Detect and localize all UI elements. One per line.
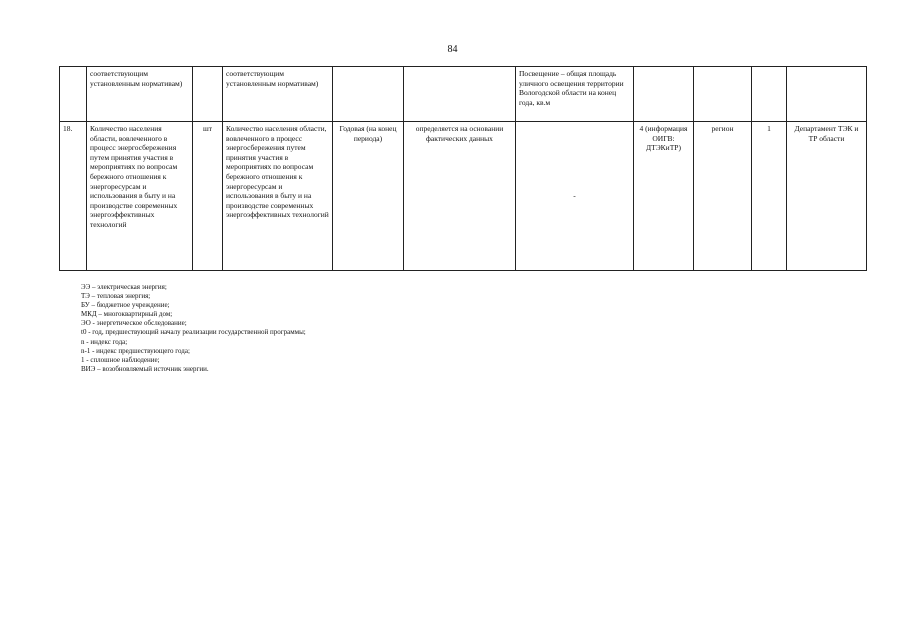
cell-col10 xyxy=(752,67,787,122)
note-line: n - индекс года; xyxy=(81,337,128,346)
cell-indicator: соответствующим установленным нормативам) xyxy=(87,67,193,122)
table-row xyxy=(60,67,867,122)
cell-source: 4 (информация ОИГВ: ДТЭКиТР) xyxy=(634,122,694,271)
note-line: ВИЭ – возобновляемый источник энергии. xyxy=(81,364,209,373)
page-number: 84 xyxy=(447,44,458,55)
cell-algorithm xyxy=(404,67,516,122)
cell-source xyxy=(634,67,694,122)
note-line: t0 - год, предшествующий началу реализации государственной программы; xyxy=(81,328,306,337)
note-line: ТЭ – тепловая энергия; xyxy=(81,292,151,301)
cell-definition: Количество населения области, вовлеченного в процесс энергосбережения путем принятия участия в мероприятиях по вопросам бережного отношения к энергоресурсам и использования в быту и на производстве современных энергоэффективных технологий xyxy=(223,122,333,271)
note-line: n-1 - индекс предшествующего года; xyxy=(81,346,190,355)
cell-number: 18. xyxy=(60,122,87,271)
cell-responsible xyxy=(787,67,867,122)
cell-calc-method: Посвещение – общая площадь уличного освещения территории Вологодской области на конец года, кв.м xyxy=(516,67,634,122)
cell-coverage: регион xyxy=(694,122,752,271)
note-line: МКД – многоквартирный дом; xyxy=(81,310,173,319)
cell-unit xyxy=(193,67,223,122)
cell-col10: 1 xyxy=(752,122,787,271)
note-line: ЭО - энергетическое обследование; xyxy=(81,319,187,328)
abbreviation-notes xyxy=(81,283,306,374)
cell-indicator: Количество населения области, вовлеченного в процесс энергосбережения путем принятия участия в мероприятиях по вопросам бережного отношения к энергоресурсам и использования в быту и на производстве современных энергоэффективных технологий xyxy=(87,122,193,271)
cell-definition: соответствующим установленным нормативам) xyxy=(223,67,333,122)
table-row xyxy=(60,122,867,271)
cell-algorithm: определяется на основании фактических данных xyxy=(404,122,516,271)
cell-periodicity: Годовая (на конец периода) xyxy=(333,122,404,271)
indicators-table xyxy=(59,66,867,271)
cell-responsible: Департамент ТЭК и ТР области xyxy=(787,122,867,271)
cell-calc-method: - xyxy=(516,122,634,271)
cell-periodicity xyxy=(333,67,404,122)
note-line: 1 - сплошное наблюдение; xyxy=(81,355,160,364)
cell-number xyxy=(60,67,87,122)
note-line: ЭЭ – электрическая энергия; xyxy=(81,283,167,291)
cell-unit: шт xyxy=(193,122,223,271)
note-line: БУ – бюджетное учреждение; xyxy=(81,301,170,310)
cell-coverage xyxy=(694,67,752,122)
